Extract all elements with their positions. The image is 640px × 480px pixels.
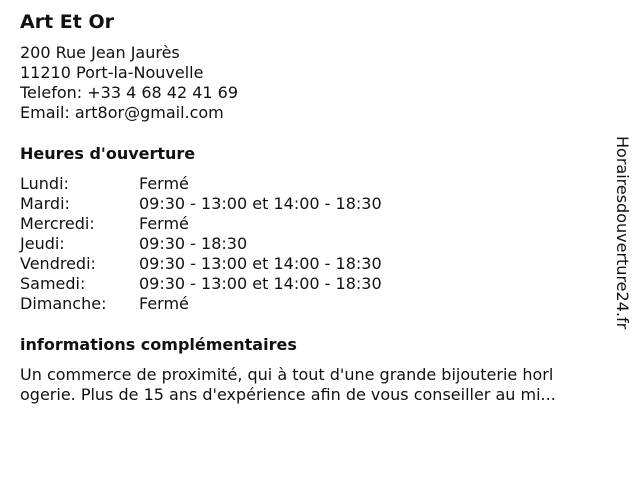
- day-label: Dimanche:: [20, 294, 107, 313]
- info-heading: informations complémentaires: [20, 335, 297, 354]
- hours-table: [20, 174, 610, 314]
- day-hours: 09:30 - 13:00 et 14:00 - 18:30: [139, 274, 382, 293]
- email-text: Email: art8or@gmail.com: [20, 103, 224, 122]
- address-line-1: 200 Rue Jean Jaurès: [20, 43, 180, 62]
- day-label: Jeudi:: [20, 234, 65, 253]
- hours-heading: Heures d'ouverture: [20, 144, 196, 163]
- business-card: [20, 10, 610, 405]
- day-label: Samedi:: [20, 274, 86, 293]
- day-hours: 09:30 - 18:30: [139, 234, 248, 253]
- day-hours: 09:30 - 13:00 et 14:00 - 18:30: [139, 194, 382, 213]
- day-label: Lundi:: [20, 174, 69, 193]
- day-label: Mercredi:: [20, 214, 95, 233]
- hours-row-saturday: [20, 274, 610, 294]
- address-line-2: 11210 Port-la-Nouvelle: [20, 63, 204, 82]
- info-line-1: Un commerce de proximité, qui à tout d'une grande bijouterie horl: [20, 365, 554, 384]
- day-hours: Fermé: [139, 294, 189, 313]
- info-line-2: ogerie. Plus de 15 ans d'expérience afin de vous conseiller au mi...: [20, 385, 556, 404]
- hours-row-thursday: [20, 234, 610, 254]
- day-hours: Fermé: [139, 214, 189, 233]
- site-watermark: Horairesdouverture24.fr: [613, 136, 632, 330]
- business-name: Art Et Or: [20, 11, 114, 33]
- day-label: Mardi:: [20, 194, 70, 213]
- hours-row-wednesday: [20, 214, 610, 234]
- hours-row-friday: [20, 254, 610, 274]
- phone-text: Telefon: +33 4 68 42 41 69: [20, 83, 239, 102]
- day-hours: Fermé: [139, 174, 189, 193]
- day-hours: 09:30 - 13:00 et 14:00 - 18:30: [139, 254, 382, 273]
- hours-row-monday: [20, 174, 610, 194]
- day-label: Vendredi:: [20, 254, 96, 273]
- hours-row-tuesday: [20, 194, 610, 214]
- hours-row-sunday: [20, 294, 610, 314]
